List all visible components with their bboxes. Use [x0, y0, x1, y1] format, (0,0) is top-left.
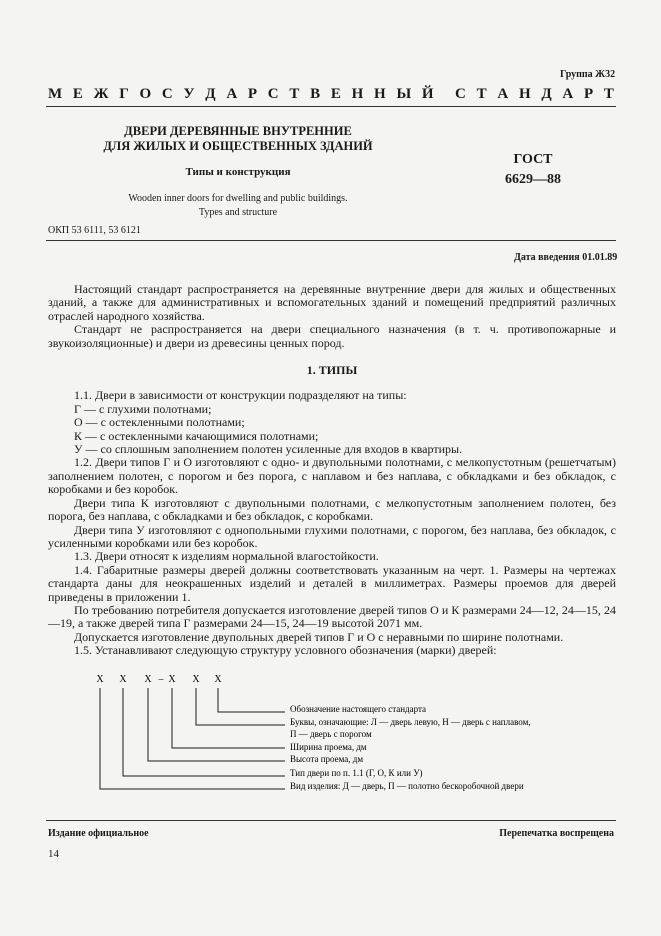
introduction-date: Дата введения 01.01.89	[514, 252, 618, 263]
gost-code: 6629—88	[505, 172, 561, 187]
leader-line	[100, 688, 285, 789]
title-line-2: ДЛЯ ЖИЛЫХ И ОБЩЕСТВЕННЫХ ЗДАНИЙ	[103, 139, 373, 153]
leader-line	[172, 688, 285, 748]
footer-rule	[46, 820, 616, 821]
header-letter: Е	[72, 86, 83, 102]
header-letter: О	[139, 86, 152, 102]
designation-label: Ширина проема, дм	[290, 742, 367, 752]
designation-mark: Х	[119, 674, 127, 685]
header-letter: Г	[119, 86, 129, 102]
body-paragraph: Допускается изготовление двупольных дверей типов Г и О с неравными по ширине полотнами.	[74, 629, 564, 644]
body-paragraph: 1.4. Габаритные размеры дверей должны соответствовать указанным на черт. 1. Размеры на чертежах стандарта даны для неокрашенных изделий и деталей в миллиметрах. Размеры проемов для дверей приведены в приложении 1.	[48, 562, 616, 604]
header-letter: У	[183, 86, 195, 102]
gost-label: ГОСТ	[513, 152, 553, 167]
designation-mark: –	[158, 674, 164, 685]
designation-label: Обозначение настоящего стандарта	[290, 704, 427, 714]
header-letter: Н	[374, 86, 386, 102]
designation-mark: Х	[214, 674, 222, 685]
title-line-1: ДВЕРИ ДЕРЕВЯННЫЕ ВНУТРЕННИЕ	[124, 124, 352, 138]
designation-mark: Х	[144, 674, 152, 685]
section-heading: 1. ТИПЫ	[306, 363, 358, 378]
body-paragraph: Двери типа К изготовляют с двупольными полотнами, с мелкопустотным заполнением полотен, без порога, без наплава, с обкладками и без обкладок, с коробками.	[48, 495, 616, 524]
standard-header	[48, 86, 614, 103]
header-rule	[46, 106, 616, 107]
body-paragraph: Г — с глухими полотнами;	[74, 401, 212, 416]
header-letter: В	[310, 86, 321, 102]
header-letter: Р	[247, 86, 258, 102]
english-title-line-2: Types and structure	[198, 207, 278, 218]
body-paragraph: 1.2. Двери типов Г и О изготовляют с одно- и двупольными полотнами, с мелкопустотным (решетчатым) заполнением полотен, с порогом и без порога, с наплавом и без наплава, с обкладками и без обкладок, с коробками и без коробок.	[48, 455, 616, 497]
designation-label: Буквы, означающие: Л — дверь левую, Н — дверь с наплавом,	[290, 717, 531, 727]
header-letter: С	[455, 86, 466, 102]
document-title	[48, 124, 428, 154]
designation-label: Вид изделия: Д — дверь, П — полотно бескоробочной двери	[290, 781, 524, 791]
document-subtitle: Типы и конструкция	[185, 166, 291, 178]
page-number: 14	[48, 848, 59, 860]
document-body	[48, 283, 616, 658]
okp-code: ОКП 53 6111, 53 6121	[48, 225, 141, 236]
body-paragraph: К — с остекленными качающимися полотнами;	[74, 428, 319, 443]
header-letter: Т	[603, 86, 614, 102]
designation-mark: Х	[192, 674, 200, 685]
reprint-prohibited-note: Перепечатка воспрещена	[499, 828, 614, 839]
header-letter: С	[267, 86, 279, 102]
header-letter: А	[226, 86, 238, 102]
okp-rule	[46, 240, 616, 241]
leader-line	[196, 688, 285, 725]
official-edition-note: Издание официальное	[48, 828, 149, 839]
leader-line	[218, 688, 285, 712]
designation-label: П — дверь с порогом	[290, 729, 372, 739]
body-paragraph: Двери типа У изготовляют с однопольными глухими полотнами, с порогом, без наплава, без обкладок, с усиленными коробками или без коробок.	[48, 522, 616, 550]
body-paragraph: У — со сплошным заполнением полотен усиленные для входов в квартиры.	[74, 442, 463, 457]
header-letter: С	[161, 86, 173, 102]
designation-label: Тип двери по п. 1.1 (Г, О, К или У)	[290, 768, 423, 778]
body-paragraph: 1.1. Двери в зависимости от конструкции подразделяют на типы:	[74, 388, 407, 403]
header-letter: Ж	[93, 86, 109, 102]
body-paragraph: 1.5. Устанавливают следующую структуру условного обозначения (марки) дверей:	[74, 643, 497, 658]
english-title	[48, 192, 428, 220]
header-letter: Н	[351, 86, 364, 102]
header-letter: А	[497, 86, 509, 102]
header-letter: Д	[205, 86, 216, 102]
header-letter: А	[562, 86, 574, 102]
header-letter: Ы	[396, 86, 412, 102]
body-paragraph: О — с остекленными полотнами;	[74, 415, 245, 430]
header-letter: Е	[330, 86, 341, 102]
body-paragraph: Стандарт не распространяется на двери специального назначения (в т. ч. противопожарные и звукоизоляционные) и двери из древесины ценных пород.	[48, 322, 616, 350]
designation-label: Высота проема, дм	[290, 754, 364, 764]
body-paragraph: Настоящий стандарт распространяется на деревянные внутренние двери для жилых и общественных зданий, а также для административных и вспомогательных зданий и помещений предприятий различных отраслей народного хозяйства.	[48, 282, 616, 323]
designation-diagram	[60, 668, 580, 798]
header-letter: Д	[541, 86, 552, 102]
leader-line	[123, 688, 285, 776]
body-paragraph: 1.3. Двери относят к изделиям нормальной влагостойкости.	[74, 549, 379, 564]
header-letter: Н	[518, 86, 531, 102]
header-letter: Т	[476, 86, 487, 102]
designation-mark: Х	[168, 674, 176, 685]
header-letter: Р	[584, 86, 594, 102]
english-title-line-1: Wooden inner doors for dwelling and public buildings.	[128, 193, 348, 204]
body-paragraph: По требованию потребителя допускается изготовление дверей типов О и К размерами 24—12, 24—15, 24—19, а также дверей типа Г размерами 24—15, 24—19 высотой 2071 мм.	[48, 602, 616, 631]
header-letter: Т	[289, 86, 300, 102]
header-letter: М	[48, 86, 63, 102]
group-code: Группа Ж32	[560, 69, 616, 80]
header-letter: Й	[421, 86, 434, 102]
gost-number	[503, 150, 563, 190]
designation-mark: Х	[96, 674, 104, 685]
